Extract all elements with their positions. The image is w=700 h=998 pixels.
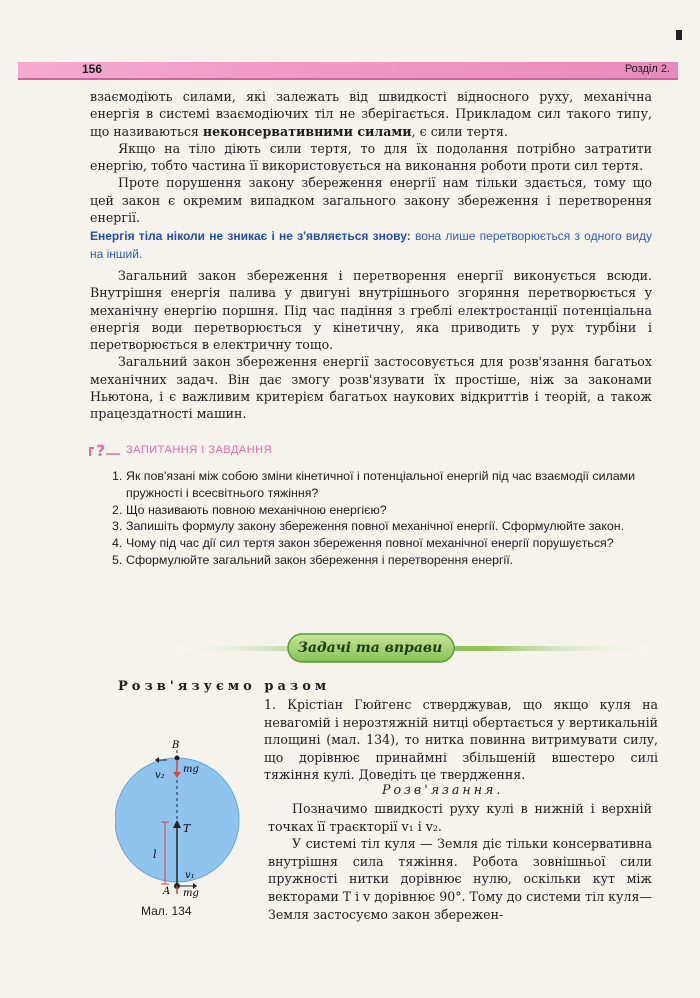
solve-together-heading: Розв'язуємо разом	[118, 679, 331, 694]
solution-paragraph-1: Позначимо швидкості руху кулі в нижній і верхній точках її траєкторії v₁ і v₂.	[268, 801, 652, 834]
header-rule	[18, 78, 678, 80]
question-item	[112, 518, 652, 535]
label-T: T	[183, 822, 191, 835]
highlight-bold: Енергія тіла ніколи не зникає і не з'являється знову:	[90, 229, 411, 244]
solution-heading: Розв'язання.	[382, 782, 504, 797]
exercises-banner-title: Задачі та вправи	[297, 640, 443, 656]
question-text: Чому під час дії сил тертя закон збереження повної механічної енергії порушується?	[126, 536, 614, 551]
questions-title: ЗАПИТАННЯ І ЗАВДАННЯ	[126, 444, 273, 456]
question-text: Як пов'язані між собою зміни кінетичної і потенціальної енергій під час взаємодії силами пружності і всесвітнього тяжіння?	[126, 469, 636, 500]
figure-caption: Мал. 134	[141, 904, 192, 918]
question-number: 5.	[112, 552, 123, 567]
highlight-definition	[90, 228, 652, 263]
label-mg-bottom: mg	[183, 888, 199, 898]
paragraph-4: Загальний закон збереження і перетворення енергії виконується всюди. Внутрішня енергія палива у двигуні внутрішнього згоряння перетворюється у механічну енергію поршня. Під час падіння з греблі електростанції потенціальна енергія води перетворюється у кінетичну, яка приводить у рух турбіни і перетворюється в електричну тощо.	[90, 267, 652, 353]
header-band	[18, 62, 678, 78]
question-text: Запишіть формулу закону збереження повної механічної енергії. Сформулюйте закон.	[126, 519, 625, 534]
question-item	[112, 552, 652, 569]
svg-text:?: ?	[96, 441, 106, 460]
highlight-rest: вона лише перетворюється з одного виду на інший.	[90, 229, 652, 261]
page-number: 156	[82, 62, 103, 76]
label-v1: v₁	[185, 870, 195, 881]
label-v2: v₂	[155, 770, 165, 781]
problem-1-text: 1. Крістіан Гюйгенс стверджував, що якщо куля на невагомій і нерозтяжній нитці обертається у вертикальній площині (мал. 134), то нитка повинна витримувати силу, що дорівнює принаймні збільшеній вшестеро силі тяжіння кулі. Доведіть це твердження.	[264, 697, 658, 783]
label-mg-top: mg	[183, 764, 199, 775]
paragraph-1-text: взаємодіють силами, які залежать від швидкості відносного руху, механічна енергія в системі взаємодіючих тіл не зберігається. Прикладом сил такого типу, що називаються неконсервативними силами, є сили тертя.	[90, 89, 652, 139]
question-item	[112, 535, 652, 552]
question-text: Сформулюйте загальний закон збереження і перетворення енергії.	[126, 552, 514, 567]
question-text: Що називають повною механічною енергією?	[126, 502, 387, 517]
paragraph-2: Якщо на тіло діють сили тертя, то для їх подолання потрібно затратити енергію, тобто частина її використовується на виконання роботи проти сил тертя.	[90, 140, 652, 174]
page-corner-mark	[676, 30, 682, 40]
question-item	[112, 468, 652, 502]
question-number: 1.	[112, 469, 123, 483]
label-A: A	[163, 886, 171, 897]
questions-list	[112, 468, 652, 569]
label-B: B	[172, 740, 180, 751]
paragraph-3: Проте порушення закону збереження енергії нам тільки здається, тому що цей закон є окремим випадком загального закону збереження і перетворення енергії.	[90, 175, 652, 226]
question-mark-icon	[88, 440, 122, 460]
bold-term: неконсервативними силами	[202, 123, 412, 139]
paragraph-1	[90, 88, 652, 140]
main-text	[90, 88, 652, 423]
solution-text	[268, 800, 652, 923]
solution-paragraph-2: У системі тіл куля — Земля діє тільки консервативна внутрішня сила тяжіння. Робота зовнішньої сили пружності нитки дорівнює нулю, оскільки кут між векторами T і v дорівнює 90°. Тому до системи тіл куля—Земля застосуємо закон збережен-	[268, 836, 652, 922]
paragraph-5: Загальний закон збереження енергії застосовується для розв'язання багатьох механічних задач. Він дає змогу розв'язувати їх простіше, ніж за законами Ньютона, і є важливим критерієм багатьох наукових відкриттів і теорій, а також працездатності машин.	[90, 354, 652, 422]
figure-134-diagram	[115, 738, 255, 898]
question-number: 3.	[112, 519, 123, 534]
question-item	[112, 502, 652, 519]
question-number: 4.	[112, 536, 123, 551]
section-label: Розділ 2.	[624, 63, 670, 75]
label-l: l	[153, 848, 157, 861]
question-number: 2.	[112, 502, 123, 517]
questions-header	[88, 440, 272, 460]
